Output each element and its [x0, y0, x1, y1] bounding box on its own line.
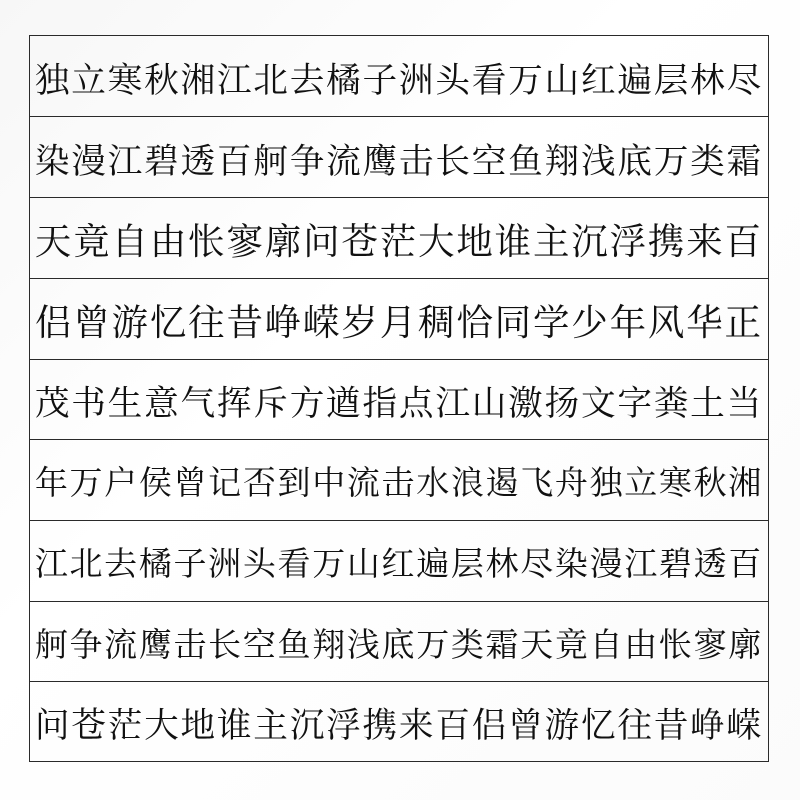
- handwritten-character: 击: [173, 624, 207, 664]
- handwritten-character: 生: [107, 384, 143, 424]
- handwritten-character: 透: [180, 142, 216, 182]
- handwritten-character: 独: [589, 462, 623, 502]
- handwritten-character: 字: [617, 384, 653, 424]
- handwritten-character: 浅: [580, 142, 616, 182]
- handwritten-character: 浮: [609, 220, 647, 263]
- handwritten-character: 中: [312, 462, 346, 502]
- handwritten-character: 红: [580, 61, 616, 101]
- handwritten-character: 游: [111, 301, 149, 344]
- handwritten-character: 昔: [653, 706, 689, 746]
- handwritten-character: 茂: [34, 384, 70, 424]
- handwritten-character: 书: [71, 384, 106, 424]
- handwritten-character: 月: [379, 301, 417, 344]
- handwritten-character: 斥: [253, 384, 288, 424]
- handwritten-character: 由: [624, 624, 658, 664]
- handwritten-character: 曾: [173, 462, 207, 502]
- handwritten-character: 江: [216, 61, 252, 101]
- handwritten-character: 廓: [728, 624, 762, 664]
- handwritten-character: 北: [69, 543, 103, 583]
- handwritten-character: 往: [188, 301, 225, 344]
- handwritten-character: 争: [69, 624, 103, 664]
- handwritten-row-5: [30, 360, 768, 440]
- handwritten-character: 天: [520, 624, 554, 664]
- handwritten-character: 漫: [71, 142, 106, 182]
- handwritten-character: 问: [34, 706, 70, 746]
- handwritten-row-8: [30, 602, 768, 682]
- handwritten-character: 峥: [264, 301, 302, 344]
- handwritten-row-3: [30, 199, 768, 279]
- handwritten-row-7: [30, 521, 768, 601]
- handwritten-character: 尽: [726, 61, 762, 101]
- handwritten-character: 点: [398, 384, 434, 424]
- handwritten-character: 看: [277, 543, 311, 583]
- handwritten-character: 橘: [326, 61, 361, 101]
- handwritten-character: 问: [303, 220, 340, 263]
- handwritten-character: 挥: [216, 384, 252, 424]
- handwritten-character: 霜: [726, 142, 762, 182]
- handwritten-character: 昔: [226, 301, 263, 344]
- handwritten-character: 浮: [326, 706, 361, 746]
- handwritten-character: 百: [435, 706, 470, 746]
- handwritten-character: 华: [686, 301, 723, 344]
- handwritten-character: 江: [34, 543, 68, 583]
- handwritten-character: 山: [471, 384, 507, 424]
- handwritten-character: 扬: [544, 384, 580, 424]
- handwritten-character: 谁: [494, 220, 532, 263]
- handwritten-character: 竟: [554, 624, 588, 664]
- handwritten-row-1: [30, 37, 768, 117]
- handwritten-character: 气: [180, 384, 216, 424]
- handwritten-character: 立: [71, 61, 106, 101]
- handwritten-character: 碧: [144, 142, 179, 182]
- handwritten-character: 万: [312, 543, 346, 583]
- handwritten-character: 流: [326, 142, 361, 182]
- handwritten-character: 舸: [34, 624, 68, 664]
- handwritten-character: 嵘: [303, 301, 340, 344]
- handwritten-character: 山: [544, 61, 580, 101]
- handwritten-character: 红: [381, 543, 415, 583]
- handwritten-character: 曾: [73, 301, 110, 344]
- handwritten-character: 正: [724, 301, 762, 344]
- handwritten-character: 茫: [379, 220, 417, 263]
- handwritten-character: 流: [346, 462, 380, 502]
- handwritten-character: 沉: [289, 706, 325, 746]
- handwritten-character: 谁: [216, 706, 252, 746]
- handwritten-character: 去: [104, 543, 138, 583]
- handwritten-character: 底: [381, 624, 415, 664]
- handwritten-character: 层: [653, 61, 689, 101]
- handwritten-character: 户: [104, 462, 138, 502]
- handwritten-character: 忆: [580, 706, 616, 746]
- handwritten-character: 翔: [312, 624, 346, 664]
- handwritten-character: 苍: [71, 706, 106, 746]
- handwritten-character: 嵘: [726, 706, 762, 746]
- handwritten-character: 子: [173, 543, 207, 583]
- handwritten-character: 沉: [571, 220, 608, 263]
- handwritten-character: 头: [435, 61, 470, 101]
- handwritten-character: 侣: [34, 301, 72, 344]
- handwritten-character: 洲: [208, 543, 242, 583]
- handwritten-character: 岁: [341, 301, 378, 344]
- handwritten-character: 浪: [450, 462, 484, 502]
- handwritten-character: 天: [34, 220, 72, 263]
- ruled-writing-sheet: [29, 35, 769, 762]
- handwritten-character: 击: [381, 462, 415, 502]
- handwritten-character: 激: [508, 384, 543, 424]
- handwritten-character: 底: [617, 142, 653, 182]
- handwritten-character: 怅: [658, 624, 692, 664]
- handwritten-character: 来: [398, 706, 434, 746]
- handwritten-character: 侯: [138, 462, 172, 502]
- handwritten-character: 飞: [520, 462, 554, 502]
- handwritten-character: 独: [34, 61, 70, 101]
- handwritten-character: 百: [728, 543, 762, 583]
- handwritten-character: 洲: [398, 61, 434, 101]
- handwritten-character: 意: [144, 384, 179, 424]
- handwritten-character: 主: [253, 706, 288, 746]
- handwritten-character: 忆: [149, 301, 187, 344]
- handwritten-character: 舸: [253, 142, 288, 182]
- handwritten-row-2: [30, 118, 768, 198]
- handwritten-character: 茫: [107, 706, 143, 746]
- handwritten-character: 橘: [138, 543, 172, 583]
- handwritten-character: 空: [471, 142, 507, 182]
- handwritten-character: 游: [544, 706, 580, 746]
- handwritten-character: 地: [456, 220, 493, 263]
- handwritten-character: 染: [554, 543, 588, 583]
- handwritten-character: 空: [242, 624, 276, 664]
- handwritten-character: 万: [416, 624, 450, 664]
- handwritten-character: 子: [362, 61, 398, 101]
- handwritten-character: 染: [34, 142, 70, 182]
- handwritten-character: 头: [242, 543, 276, 583]
- handwritten-character: 自: [111, 220, 149, 263]
- handwritten-character: 曾: [508, 706, 543, 746]
- handwritten-character: 寒: [658, 462, 692, 502]
- handwritten-character: 侣: [471, 706, 507, 746]
- handwritten-character: 碧: [658, 543, 692, 583]
- handwritten-character: 去: [289, 61, 325, 101]
- handwritten-character: 地: [180, 706, 216, 746]
- handwritten-character: 指: [362, 384, 398, 424]
- handwritten-character: 年: [609, 301, 647, 344]
- handwritten-character: 遍: [416, 543, 450, 583]
- handwritten-row-6: [30, 440, 768, 520]
- handwritten-character: 携: [362, 706, 398, 746]
- handwritten-character: 舟: [554, 462, 588, 502]
- handwritten-character: 山: [346, 543, 380, 583]
- handwritten-character: 林: [690, 61, 725, 101]
- handwritten-character: 粪: [653, 384, 689, 424]
- handwritten-character: 湘: [728, 462, 762, 502]
- handwritten-character: 寒: [107, 61, 143, 101]
- handwritten-character: 寥: [693, 624, 727, 664]
- handwritten-character: 秋: [144, 61, 179, 101]
- handwritten-character: 鱼: [508, 142, 543, 182]
- handwritten-character: 遍: [617, 61, 653, 101]
- handwritten-character: 翔: [544, 142, 580, 182]
- handwritten-character: 林: [485, 543, 519, 583]
- handwritten-character: 自: [589, 624, 623, 664]
- handwritten-character: 寥: [226, 220, 263, 263]
- handwritten-character: 土: [690, 384, 725, 424]
- handwritten-row-9: [30, 682, 768, 762]
- handwritten-character: 学: [532, 301, 570, 344]
- handwritten-character: 水: [416, 462, 450, 502]
- handwritten-character: 怅: [188, 220, 225, 263]
- handwritten-character: 记: [208, 462, 242, 502]
- handwritten-character: 争: [289, 142, 325, 182]
- handwritten-character: 到: [277, 462, 311, 502]
- handwritten-character: 鹰: [138, 624, 172, 664]
- handwritten-character: 长: [208, 624, 242, 664]
- handwritten-character: 浅: [346, 624, 380, 664]
- handwritten-character: 鱼: [277, 624, 311, 664]
- handwritten-character: 霜: [485, 624, 519, 664]
- handwritten-character: 同: [494, 301, 532, 344]
- handwritten-character: 廓: [264, 220, 302, 263]
- handwritten-character: 江: [624, 543, 658, 583]
- handwritten-character: 立: [624, 462, 658, 502]
- handwritten-character: 竟: [73, 220, 110, 263]
- handwritten-character: 尽: [520, 543, 554, 583]
- handwritten-character: 江: [435, 384, 470, 424]
- handwritten-character: 看: [471, 61, 507, 101]
- handwritten-character: 长: [435, 142, 470, 182]
- handwritten-character: 类: [450, 624, 484, 664]
- handwritten-character: 类: [690, 142, 725, 182]
- handwritten-character: 百: [724, 220, 762, 263]
- rule-line: [30, 35, 768, 36]
- handwritten-character: 由: [149, 220, 187, 263]
- handwritten-character: 峥: [690, 706, 725, 746]
- handwritten-character: 年: [34, 462, 68, 502]
- handwritten-character: 来: [686, 220, 723, 263]
- handwritten-character: 江: [107, 142, 143, 182]
- handwritten-character: 大: [418, 220, 455, 263]
- handwritten-character: 携: [647, 220, 685, 263]
- handwritten-character: 主: [532, 220, 570, 263]
- handwritten-character: 万: [508, 61, 543, 101]
- handwritten-character: 遏: [485, 462, 519, 502]
- handwritten-character: 方: [289, 384, 325, 424]
- handwritten-character: 鹰: [362, 142, 398, 182]
- handwritten-character: 遒: [326, 384, 361, 424]
- handwritten-character: 漫: [589, 543, 623, 583]
- handwritten-character: 稠: [418, 301, 455, 344]
- handwritten-character: 少: [571, 301, 608, 344]
- handwritten-character: 当: [726, 384, 762, 424]
- handwritten-character: 否: [242, 462, 276, 502]
- handwritten-character: 风: [647, 301, 685, 344]
- handwritten-character: 恰: [456, 301, 493, 344]
- handwritten-character: 北: [253, 61, 288, 101]
- handwritten-character: 苍: [341, 220, 378, 263]
- handwritten-character: 透: [693, 543, 727, 583]
- handwritten-character: 湘: [180, 61, 216, 101]
- handwritten-character: 击: [398, 142, 434, 182]
- handwritten-character: 万: [69, 462, 103, 502]
- handwritten-character: 百: [216, 142, 252, 182]
- handwritten-character: 文: [580, 384, 616, 424]
- handwritten-character: 万: [653, 142, 689, 182]
- handwritten-character: 层: [450, 543, 484, 583]
- handwritten-character: 流: [104, 624, 138, 664]
- handwritten-character: 大: [144, 706, 179, 746]
- handwritten-character: 秋: [693, 462, 727, 502]
- handwritten-row-4: [30, 280, 768, 360]
- handwritten-character: 往: [617, 706, 653, 746]
